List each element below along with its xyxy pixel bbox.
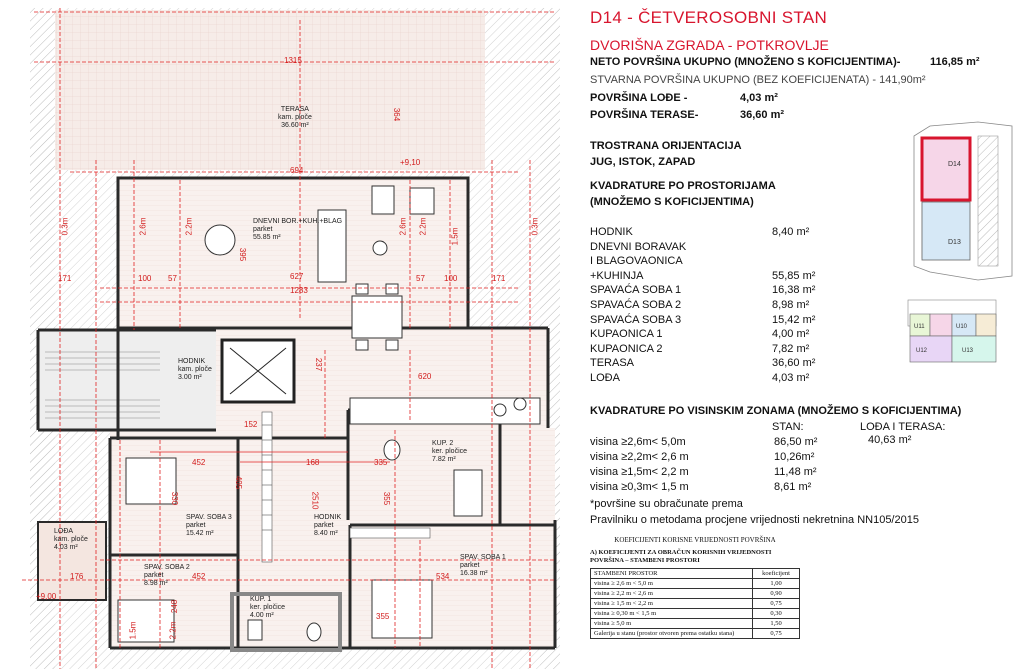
kup2-label: KUP. 2 ker. pločice 7.82 m² bbox=[432, 440, 468, 463]
lodja-area-label: POVRŠINA LOĐE - bbox=[590, 92, 688, 104]
dim-label: 1283 bbox=[290, 286, 308, 295]
room-value: 15,42 m² bbox=[772, 313, 816, 326]
dim-label: 395 bbox=[238, 247, 248, 262]
dim-label: 176 bbox=[70, 572, 84, 581]
hodnik-label: HODNIK parket 8.40 m² bbox=[314, 514, 342, 537]
room-value: 8,98 m² bbox=[772, 299, 810, 311]
dim-label: 364 bbox=[392, 107, 402, 122]
room-name: HODNIK bbox=[590, 226, 633, 238]
zones-title: KVADRATURE PO VISINSKIM ZONAMA (MNOŽEMO S KOFICIJENTIMA) bbox=[590, 405, 962, 417]
hodnik-stair-label: HODNIK kam. ploče 3.00 m² bbox=[178, 358, 212, 381]
zone-label: visina ≥1,5m< 2,2 m bbox=[590, 466, 689, 478]
room-value: 16,38 m² bbox=[772, 284, 816, 297]
orientation-title: TROSTRANA ORIJENTACIJA bbox=[590, 140, 742, 152]
dim-label: 171 bbox=[58, 274, 72, 283]
lodja-area-value: 4,03 m² bbox=[740, 92, 778, 104]
dim-label: 0.3m bbox=[60, 217, 70, 236]
room-value: 4,03 m² bbox=[772, 372, 810, 384]
room-value: 8,40 m² bbox=[772, 226, 810, 238]
soba2-label: SPAV. SOBA 2 parket 8.98 m² bbox=[144, 564, 190, 587]
mini-label-u13: U13 bbox=[962, 348, 974, 354]
dim-label: 694 bbox=[290, 166, 304, 175]
dim-label: 57 bbox=[168, 274, 177, 283]
room-value: 55,85 m² bbox=[772, 269, 816, 282]
location-plan-lower bbox=[904, 298, 1000, 368]
dim-label: 2.6m bbox=[138, 217, 148, 236]
coef-caption: KOEFICIJENTI KORISNE VRIJEDNOSTI POVRŠINA bbox=[614, 536, 776, 544]
dim-label: 100 bbox=[138, 274, 152, 283]
dim-label: 1.5m bbox=[450, 227, 460, 246]
mini-label-u10: U10 bbox=[956, 324, 968, 330]
dim-label: +9,00 bbox=[36, 592, 57, 601]
dim-label: 355 bbox=[382, 491, 392, 506]
room-value: 36,60 m² bbox=[772, 357, 816, 370]
coef-label: visina ≥ 2,2 m < 2,6 m bbox=[591, 589, 753, 599]
room-name: KUPAONICA 2 bbox=[590, 342, 663, 355]
mini-label-d13: D13 bbox=[948, 239, 961, 246]
table-row bbox=[591, 629, 800, 639]
terasa-area bbox=[55, 10, 485, 170]
building-subtitle: DVORIŠNA ZGRADA - POTKROVLJE bbox=[590, 37, 829, 53]
terasa-area-label: POVRŠINA TERASE- bbox=[590, 109, 699, 121]
dim-label: 152 bbox=[244, 420, 258, 429]
table-row bbox=[591, 599, 800, 609]
zone-value: 11,48 m² bbox=[774, 466, 817, 478]
room-value: 7,82 m² bbox=[772, 342, 810, 355]
soba1-label: SPAV. SOBA 1 parket 16.38 m² bbox=[460, 554, 506, 577]
dim-label: 57 bbox=[416, 274, 425, 283]
apartment-title: D14 - ČETVEROSOBNI STAN bbox=[590, 8, 828, 27]
table-row bbox=[591, 619, 800, 629]
dim-label: 0.3m bbox=[530, 217, 540, 236]
coef-subcaption: A) KOEFICIJENTI ZA OBRAČUN KORISNIH VRIJEDNOSTI POVRŠINA – STAMBENI PROSTORI bbox=[590, 549, 772, 564]
dim-label: 2.2m bbox=[168, 621, 178, 640]
location-plan-upper bbox=[908, 116, 1018, 286]
coef-value: 1,50 bbox=[753, 619, 800, 629]
dim-label: 2510 bbox=[310, 491, 320, 510]
dim-label: 330 bbox=[170, 491, 180, 506]
dim-label: 452 bbox=[192, 572, 206, 581]
room-name: KUPAONICA 1 bbox=[590, 328, 663, 341]
dim-label: 237 bbox=[314, 357, 324, 372]
table-row bbox=[591, 609, 800, 619]
table-row bbox=[591, 579, 800, 589]
dim-label: 335 bbox=[374, 458, 388, 467]
zone-label: visina ≥2,2m< 2,6 m bbox=[590, 451, 689, 463]
coef-label: visina ≥ 5,0 m bbox=[591, 619, 753, 629]
dim-label: 2.2m bbox=[418, 217, 428, 236]
note-line-2: Pravilniku o metodama procjene vrijednosti nekretnina NN105/2015 bbox=[590, 514, 919, 526]
coef-head-right: koeficijent bbox=[753, 569, 800, 579]
dim-label: 627 bbox=[290, 272, 304, 281]
room-name: DNEVNI BORAVAK bbox=[590, 240, 687, 253]
note-line-1: *površine su obračunate prema bbox=[590, 498, 743, 510]
room-name: SPAVAĆA SOBA 3 bbox=[590, 313, 682, 326]
dim-label: 168 bbox=[306, 458, 320, 467]
dim-label: 452 bbox=[192, 458, 206, 467]
dim-label: 1.5m bbox=[128, 621, 138, 640]
coef-label: visina ≥ 0,30 m < 1,5 m bbox=[591, 609, 753, 619]
terasa-area-value: 36,60 m² bbox=[740, 109, 785, 121]
zone-value: 10,26m² bbox=[774, 451, 815, 463]
coef-value: 0,75 bbox=[753, 599, 800, 609]
mini-label-d14: D14 bbox=[948, 161, 961, 168]
room-name: SPAVAĆA SOBA 2 bbox=[590, 299, 682, 311]
zone-value: 8,61 m² bbox=[774, 481, 812, 493]
kup1-label: KUP. 1 ker. pločice 4.00 m² bbox=[250, 596, 286, 619]
neto-label: NETO POVRŠINA UKUPNO (MNOŽENO S KOFICIJENTIMA)- bbox=[590, 56, 901, 68]
soba3-label: SPAV. SOBA 3 parket 15.42 m² bbox=[186, 514, 232, 537]
lodja-label: LOĐA kam. ploče 4.03 m² bbox=[54, 528, 88, 551]
room-name: TERASA bbox=[590, 357, 635, 370]
dim-label: 171 bbox=[492, 274, 506, 283]
rooms-title: KVADRATURE PO PROSTORIJAMA bbox=[590, 180, 776, 192]
coef-label: visina ≥ 2,6 m < 5,0 m bbox=[591, 579, 753, 589]
coef-value: 0,90 bbox=[753, 589, 800, 599]
dim-label: 620 bbox=[418, 372, 432, 381]
zones-lodja-value: 40,63 m² bbox=[868, 434, 912, 446]
zone-value: 86,50 m² bbox=[774, 436, 818, 448]
terasa-label: TERASA kam. ploče 36.60 m² bbox=[278, 106, 312, 129]
room-name: SPAVAĆA SOBA 1 bbox=[590, 284, 682, 297]
dim-label: 2.2m bbox=[184, 217, 194, 236]
dim-label: 248 bbox=[170, 599, 180, 614]
room-name: I BLAGOVAONICA bbox=[590, 255, 683, 268]
coef-value: 0,75 bbox=[753, 629, 800, 639]
dim-label: 355 bbox=[376, 612, 390, 621]
zone-label: visina ≥2,6m< 5,0m bbox=[590, 436, 686, 448]
zone-label: visina ≥0,3m< 1,5 m bbox=[590, 481, 689, 493]
mini-label-u11: U11 bbox=[914, 324, 925, 330]
coef-label: visina ≥ 1,5 m < 2,2 m bbox=[591, 599, 753, 609]
dim-label: +9,10 bbox=[400, 158, 421, 167]
coef-label: Galerija u stanu (prostor otvoren prema ostatku stana) bbox=[591, 629, 753, 639]
coef-head-left: STAMBENI PROSTOR bbox=[591, 569, 753, 579]
dim-label: 534 bbox=[436, 572, 450, 581]
mini-label-u12: U12 bbox=[916, 348, 928, 354]
table-row bbox=[591, 569, 800, 579]
coefficient-table bbox=[590, 536, 800, 639]
coef-value: 0,30 bbox=[753, 609, 800, 619]
dim-label: 2.6m bbox=[398, 217, 408, 236]
dim-label: 100 bbox=[444, 274, 458, 283]
neto-value: 116,85 m² bbox=[930, 56, 980, 68]
dim-label: 405 bbox=[234, 475, 244, 490]
zones-col-stan: STAN: bbox=[772, 421, 804, 433]
room-name: LOĐA bbox=[590, 372, 620, 384]
zones-col-lodja: LOĐA I TERASA: bbox=[860, 421, 946, 433]
dnevni-label: DNEVNI BOR.+KUH.+BLAG parket 55.85 m² bbox=[253, 218, 343, 241]
stvarna-total: STVARNA POVRŠINA UKUPNO (BEZ KOEFICIJENATA) - 141,90m² bbox=[590, 74, 926, 86]
dim-label: 1315 bbox=[284, 56, 302, 65]
table-row bbox=[591, 589, 800, 599]
orientation-sides: JUG, ISTOK, ZAPAD bbox=[590, 156, 696, 168]
room-name: +KUHINJA bbox=[590, 269, 644, 282]
room-value: 4,00 m² bbox=[772, 328, 810, 341]
rooms-subtitle: (MNOŽEMO S KOFICIJENTIMA) bbox=[590, 196, 754, 208]
coef-value: 1,00 bbox=[753, 579, 800, 589]
